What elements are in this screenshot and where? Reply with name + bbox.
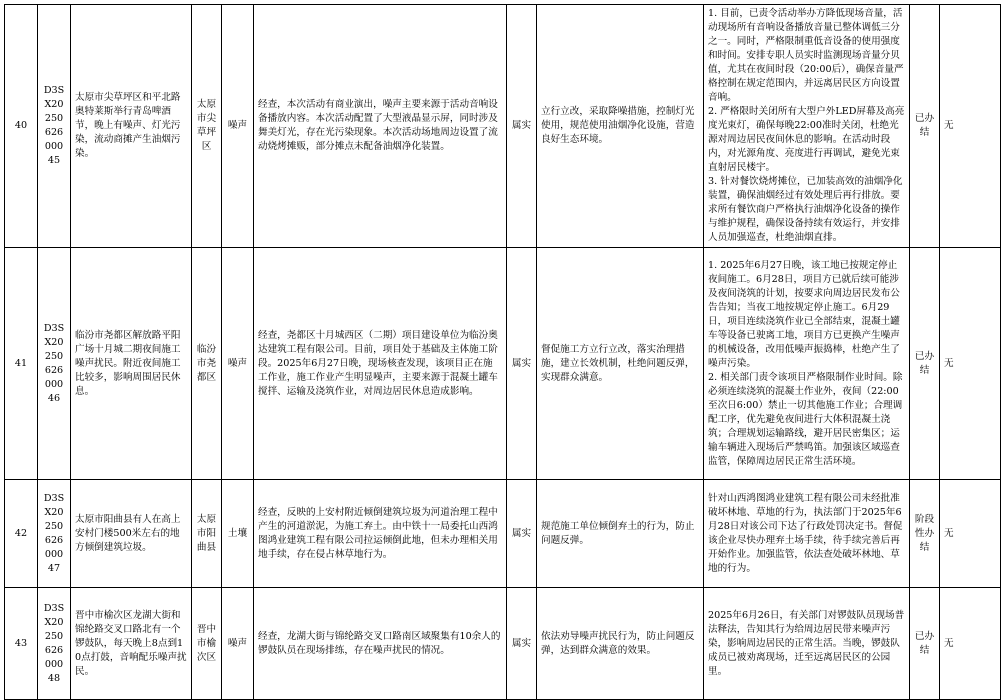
row-code: D3SX2025062600047 xyxy=(38,480,71,588)
row-area: 太原市尖草坪区 xyxy=(192,5,222,248)
row-seq: 41 xyxy=(5,248,38,480)
table-row xyxy=(5,5,1001,248)
case-table xyxy=(4,4,1001,700)
row-goal: 立行立改，采取降噪措施，控制灯光使用，规范使用油烟净化设施，营造良好生态环境。 xyxy=(537,5,704,248)
row-finding: 经查，反映的上安村附近倾倒建筑垃圾为河道治理工程中产生的河道淤泥，为施工弃土。由中铁十一局委托山西鸿图鸿业建筑工程有限公司拉运倾倒此地，但未办理相关用地手续，存在侵占林草地行为。 xyxy=(254,480,507,588)
row-verdict: 属实 xyxy=(507,480,537,588)
row-finding: 经查，龙湖大街与锦纶路交叉口路南区域聚集有10余人的锣鼓队员在现场排练，存在噪声扰民的情况。 xyxy=(254,588,507,700)
row-verdict: 属实 xyxy=(507,588,537,700)
row-finding: 经查，本次活动有商业演出，噪声主要来源于活动音响设备播放内容。本次活动配置了大型液晶显示屏，同时涉及舞美灯光，存在光污染现象。本次活动场地周边设置了流动烧烤摊贩，部分摊点未配备油烟净化装置。 xyxy=(254,5,507,248)
row-complaint: 太原市尖草坪区和平北路奥特莱斯举行青岛啤酒节，晚上有噪声、灯光污染，流动商摊产生油烟污染。 xyxy=(71,5,192,248)
row-accountability: 无 xyxy=(940,588,1001,700)
row-status: 已办结 xyxy=(910,588,940,700)
row-goal: 依法劝导噪声扰民行为，防止问题反弹，达到群众满意的效果。 xyxy=(537,588,704,700)
row-status: 已办结 xyxy=(910,248,940,480)
case-table-body xyxy=(5,5,1001,700)
row-category: 噪声 xyxy=(222,5,254,248)
table-row xyxy=(5,480,1001,588)
row-complaint: 晋中市榆次区龙湖大街和锦纶路交叉口路北有一个锣鼓队，每天晚上8点到10点打鼓，音响配乐噪声扰民。 xyxy=(71,588,192,700)
row-seq: 43 xyxy=(5,588,38,700)
row-code: D3SX2025062600046 xyxy=(38,248,71,480)
row-category: 噪声 xyxy=(222,248,254,480)
row-status: 已办结 xyxy=(910,5,940,248)
row-seq: 42 xyxy=(5,480,38,588)
measure-item: 针对山西鸿图鸿业建筑工程有限公司未经批准破坏林地、草地的行为，执法部门于2025年6月28日对该公司下达了行政处罚决定书。督促该企业尽快办理弃土场手续，待手续完善后再开始作业。加强监管，依法查处破坏林地、草地的行为。 xyxy=(708,492,903,574)
row-complaint: 太原市阳曲县有人在高上安村门楼500米左右的地方倾倒建筑垃圾。 xyxy=(71,480,192,588)
measure-item: 2. 相关部门责令该项目严格限制作业时间。除必须连续浇筑的混凝土作业外，夜间（22:00至次日6:00）禁止一切其他施工作业；合理调配工序，优先避免夜间进行大体积混凝土浇筑；合理规划运输路线，避开居民密集区；运输车辆进入现场后严禁鸣笛。加强该区域巡查监管，保障周边居民正常生活环境。 xyxy=(708,371,903,467)
row-accountability: 无 xyxy=(940,5,1001,248)
row-accountability: 无 xyxy=(940,248,1001,480)
row-verdict: 属实 xyxy=(507,248,537,480)
row-measures xyxy=(704,588,910,700)
row-complaint: 临汾市尧都区解放路平阳广场十月城二期夜间施工噪声扰民。附近夜间施工比较多，影响周围居民休息。 xyxy=(71,248,192,480)
row-seq: 40 xyxy=(5,5,38,248)
measure-item: 3. 针对餐饮烧烤摊位，已加装高效的油烟净化装置，确保油烟经过有效处理后再行排放。要求所有餐饮商户严格执行油烟净化设备的操作与维护规程，确保设备持续有效运行，并安排人员加强巡查，杜绝油烟直排。 xyxy=(708,176,903,243)
row-accountability: 无 xyxy=(940,480,1001,588)
row-code: D3SX2025062600048 xyxy=(38,588,71,700)
table-row xyxy=(5,588,1001,700)
row-measures xyxy=(704,5,910,248)
row-status: 阶段性办结 xyxy=(910,480,940,588)
measure-item: 1. 目前，已责令活动举办方降低现场音量，活动现场所有音响设备播放音量已整体调低三分之一。同时，严格限制重低音设备的使用强度和时间。安排专职人员实时监测现场音量分贝值，尤其在夜间时段（20:00后），确保音量严格控制在规定范围内，并远离居民区方向设置音响。 xyxy=(708,8,904,103)
row-goal: 规范施工单位倾倒弃土的行为，防止问题反弹。 xyxy=(537,480,704,588)
row-verdict: 属实 xyxy=(507,5,537,248)
row-area: 太原市阳曲县 xyxy=(192,480,222,588)
row-measures xyxy=(704,248,910,480)
row-category: 土壤 xyxy=(222,480,254,588)
row-goal: 督促施工方立行立改，落实治理措施，建立长效机制，杜绝问题反弹，实现群众满意。 xyxy=(537,248,704,480)
measure-item: 2025年6月26日，有关部门对锣鼓队员现场普法释法，告知其行为给周边居民带来噪声污染，影响周边居民的正常生活。当晚，锣鼓队成员已被劝离现场，迁至远离居民区的公园里。 xyxy=(708,609,905,677)
row-finding: 经查，尧都区十月城西区（二期）项目建设单位为临汾奥达建筑工程有限公司。目前，项目处于基础及主体施工阶段。2025年6月27日晚，现场核查发现，该项目正在施工作业，施工作业产生明显噪声，主要来源于混凝土罐车搅拌、运输及浇筑作业，对周边居民休息造成影响。 xyxy=(254,248,507,480)
row-area: 临汾市尧都区 xyxy=(192,248,222,480)
row-category: 噪声 xyxy=(222,588,254,700)
row-measures xyxy=(704,480,910,588)
measure-item: 2. 严格限时关闭所有大型户外LED屏幕及高亮度光束灯，确保每晚22:00准时关闭，杜绝光源对周边居民夜间休息的影响。在活动时段内，对光源角度、亮度进行再调试，避免光束直射居民楼宇。 xyxy=(708,106,905,173)
measure-item: 1. 2025年6月27日晚，该工地已按规定停止夜间施工。6月28日，项目方已就后续可能涉及夜间浇筑的计划，按要求向周边居民发布公告告知；当夜工地按规定停止施工。6月29日，项目连续浇筑作业已全部结束，混凝土罐车等设备已驶离工地，项目方已更换产生噪声的机械设备，改用低噪声振捣棒，杜绝产生了噪声污染。 xyxy=(708,259,900,369)
table-row xyxy=(5,248,1001,480)
row-area: 晋中市榆次区 xyxy=(192,588,222,700)
row-code: D3SX2025062600045 xyxy=(38,5,71,248)
